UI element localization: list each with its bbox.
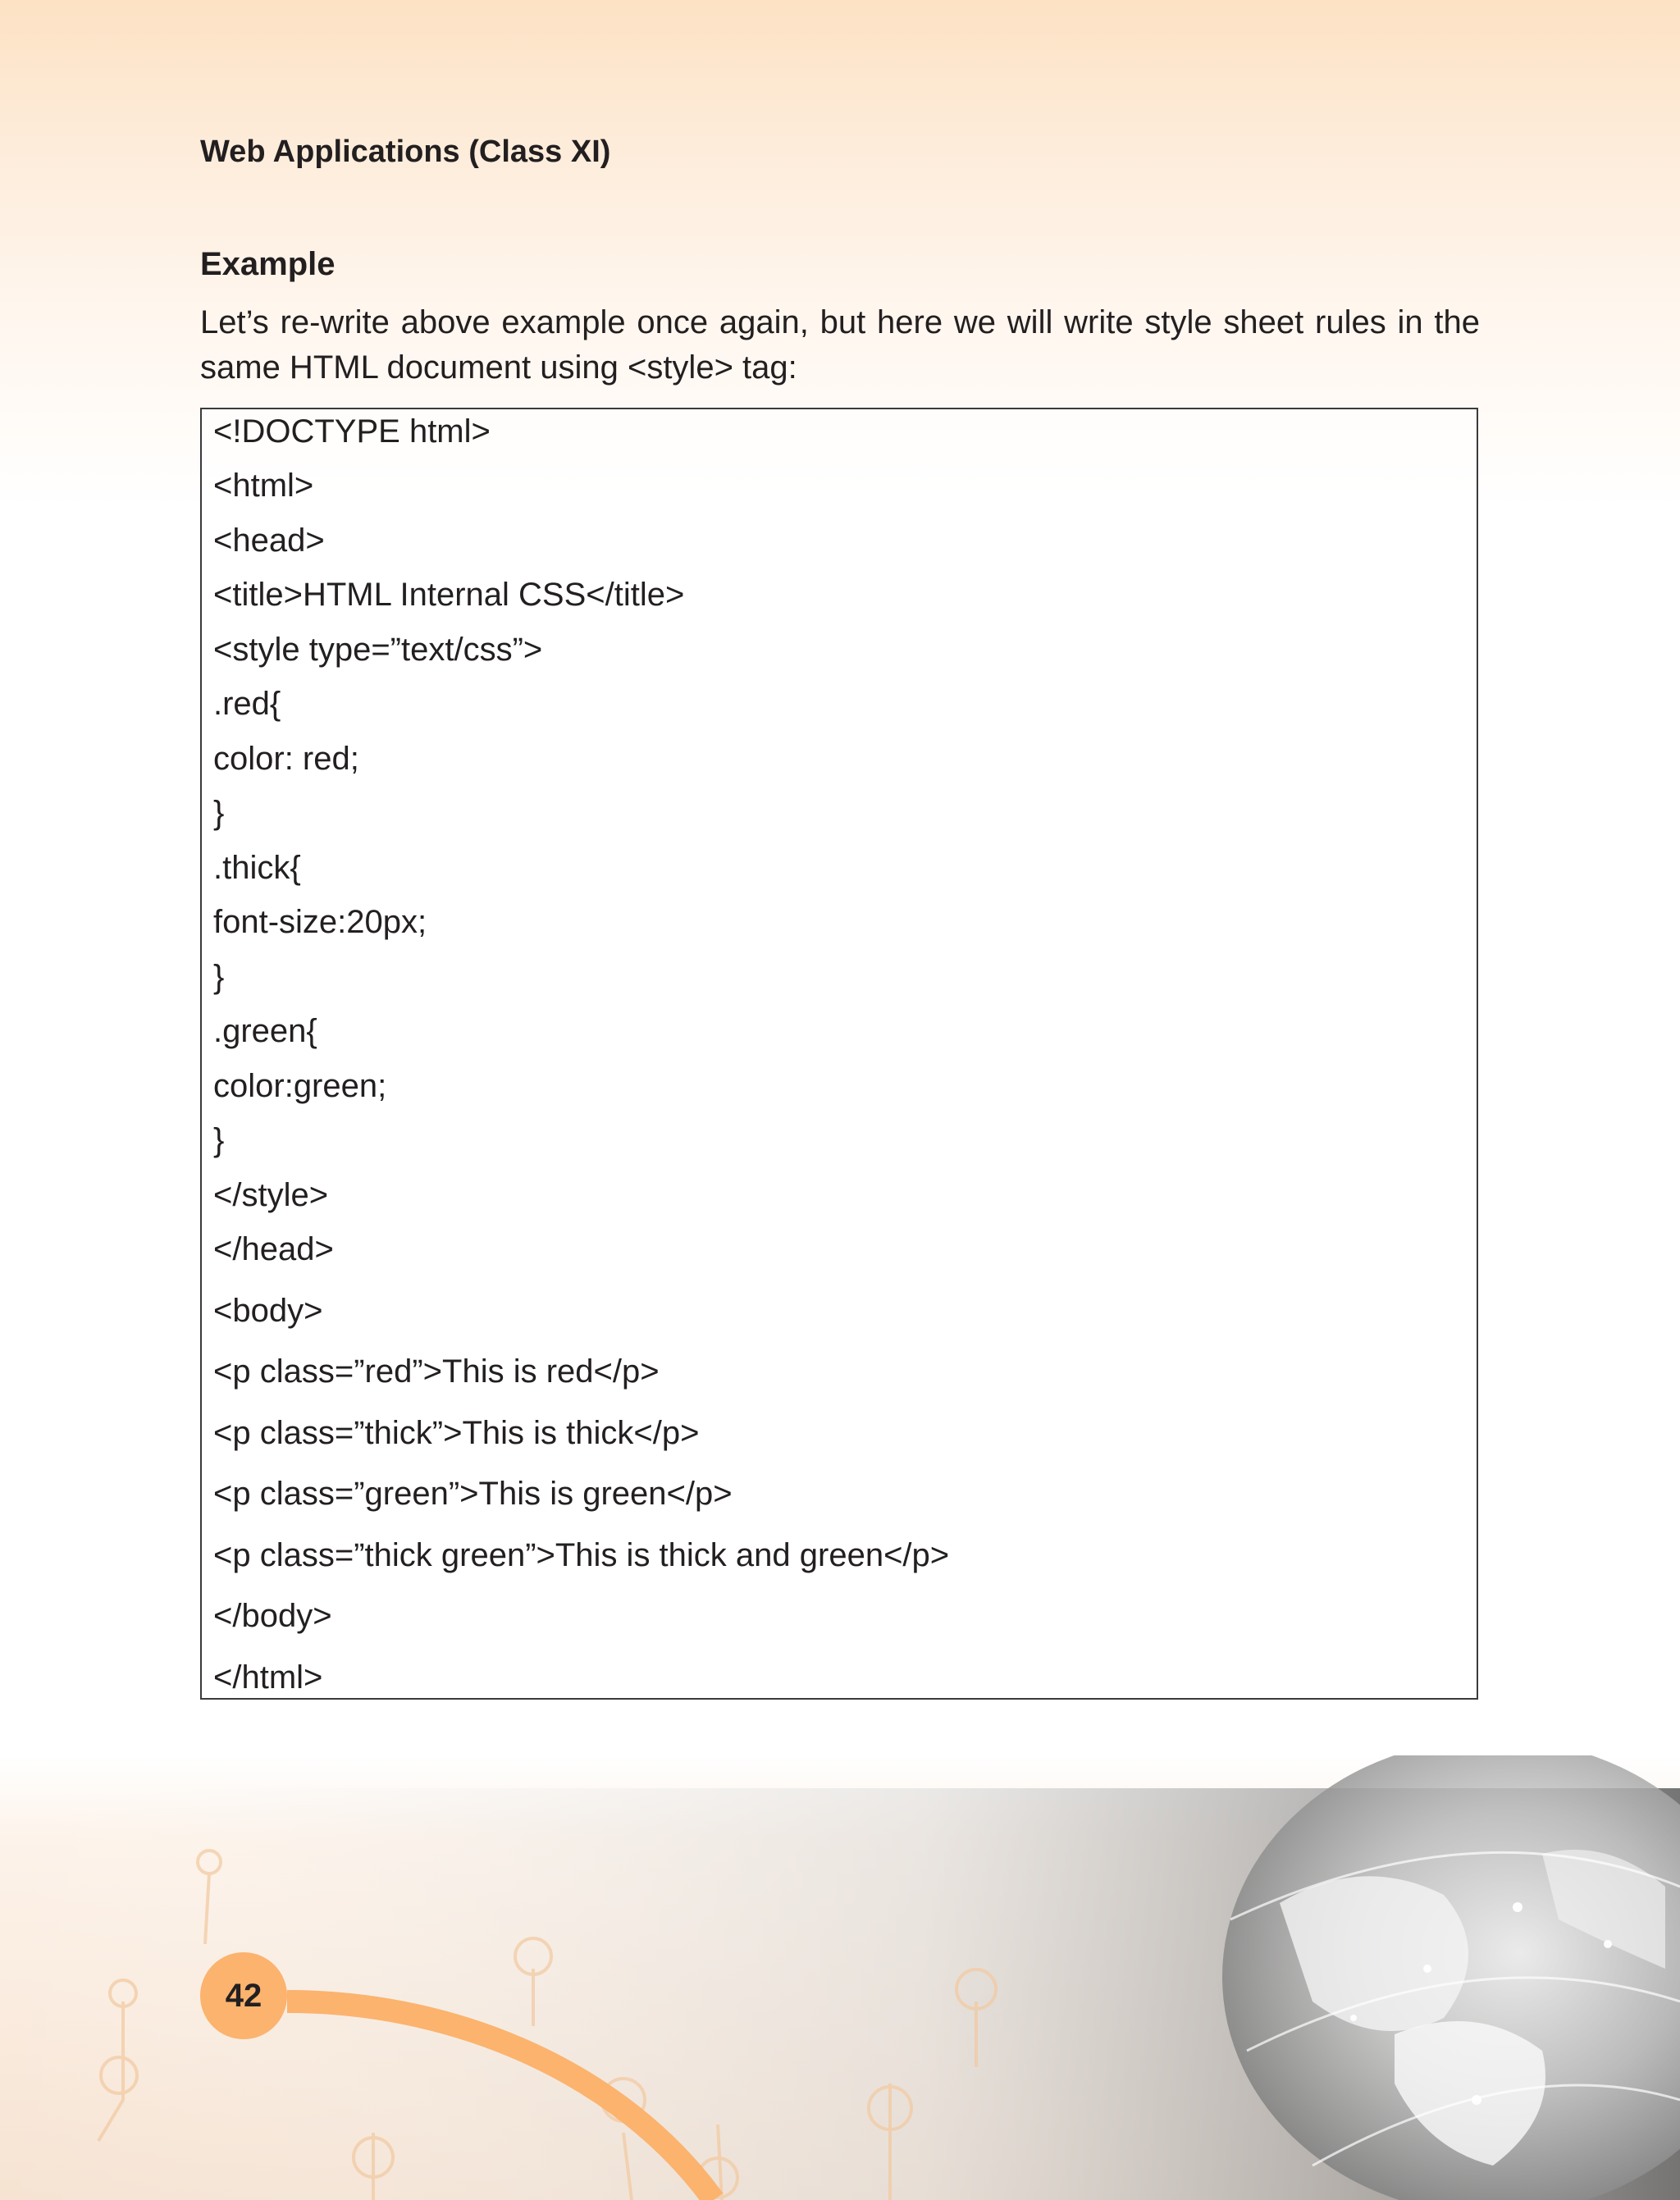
page-number-badge xyxy=(200,1952,287,2039)
code-line: .green{ xyxy=(213,1013,317,1049)
section-heading: Example xyxy=(200,246,336,282)
code-line: <p class=”thick green”>This is thick and green</p> xyxy=(213,1537,950,1573)
code-line: </style> xyxy=(213,1177,329,1213)
code-line: .red{ xyxy=(213,686,281,722)
code-line: <!DOCTYPE html> xyxy=(213,413,491,450)
code-line: </html> xyxy=(213,1659,323,1696)
code-line: <html> xyxy=(213,468,314,504)
code-line: <p class=”thick”>This is thick</p> xyxy=(213,1415,700,1451)
code-line: <head> xyxy=(213,523,325,559)
page-number: 42 xyxy=(225,1977,262,2014)
code-line: <title>HTML Internal CSS</title> xyxy=(213,577,685,613)
code-line: <style type=”text/css”> xyxy=(213,632,543,668)
code-line: } xyxy=(213,959,225,995)
code-line: font-size:20px; xyxy=(213,904,427,940)
code-line: } xyxy=(213,1122,225,1158)
code-line: </head> xyxy=(213,1231,334,1267)
code-line: color:green; xyxy=(213,1068,387,1104)
code-line: } xyxy=(213,795,225,831)
code-line: color: red; xyxy=(213,741,359,777)
intro-paragraph: Let’s re-write above example once again, but here we will write style sheet rules in the same HTML document using <style> tag: xyxy=(200,304,1480,386)
code-line: </body> xyxy=(213,1598,332,1634)
code-line: <p class=”red”>This is red</p> xyxy=(213,1353,660,1390)
book-title-header: Web Applications (Class XI) xyxy=(200,135,611,169)
globe-graphic xyxy=(1222,1755,1680,2200)
code-line: .thick{ xyxy=(213,850,301,886)
code-line: <p class=”green”>This is green</p> xyxy=(213,1476,733,1512)
code-line: <body> xyxy=(213,1293,323,1329)
code-example-box xyxy=(200,408,1478,1700)
